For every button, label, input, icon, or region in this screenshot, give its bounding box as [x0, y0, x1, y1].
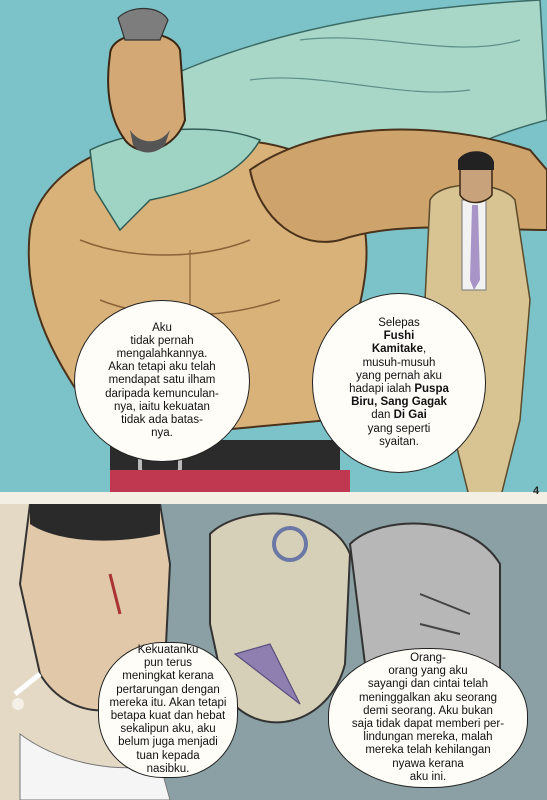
- speech-bubble-1-text: Aku tidak pernah mengalahkannya. Akan tetapi aku telah mendapat satu ilham daripada kemunculan- nya, iaitu kekuatan tidak ada batas- nya.: [105, 321, 219, 440]
- speech-bubble-3-text: Kekuatanku pun terus meningkat kerana pertarungan dengan mereka itu. Akan tetapi betapa kuat dan hebat sekalipun aku, aku belum juga menjadi tuan kepada nasibku.: [109, 643, 227, 775]
- trousers-shape: [110, 470, 350, 492]
- head-shape: [108, 34, 185, 151]
- speech-bubble-3: [98, 642, 238, 778]
- speech-bubble-4: [328, 648, 528, 788]
- mohawk-shape: [118, 8, 168, 40]
- page-number: 4: [532, 485, 540, 497]
- panel-gutter: [0, 492, 547, 504]
- speech-bubble-2: [312, 293, 486, 473]
- speech-bubble-4-text: Orang- orang yang aku sayangi dan cintai telah meninggalkan aku seorang demi seorang. Aku bukan saja tidak dapat memberi per- lindungan mereka, malah mereka telah kehilangan nyawa kerana aku ini.: [351, 651, 505, 783]
- speech-bubble-2-text: Selepas Fushi Kamitake, musuh-musuh yang pernah aku hadapi ialah Puspa Biru, Sang Gagak dan Di Gai yang seperti syaitan.: [349, 316, 449, 448]
- speech-bubble-1: [74, 300, 250, 462]
- bottom-panel: [0, 504, 547, 800]
